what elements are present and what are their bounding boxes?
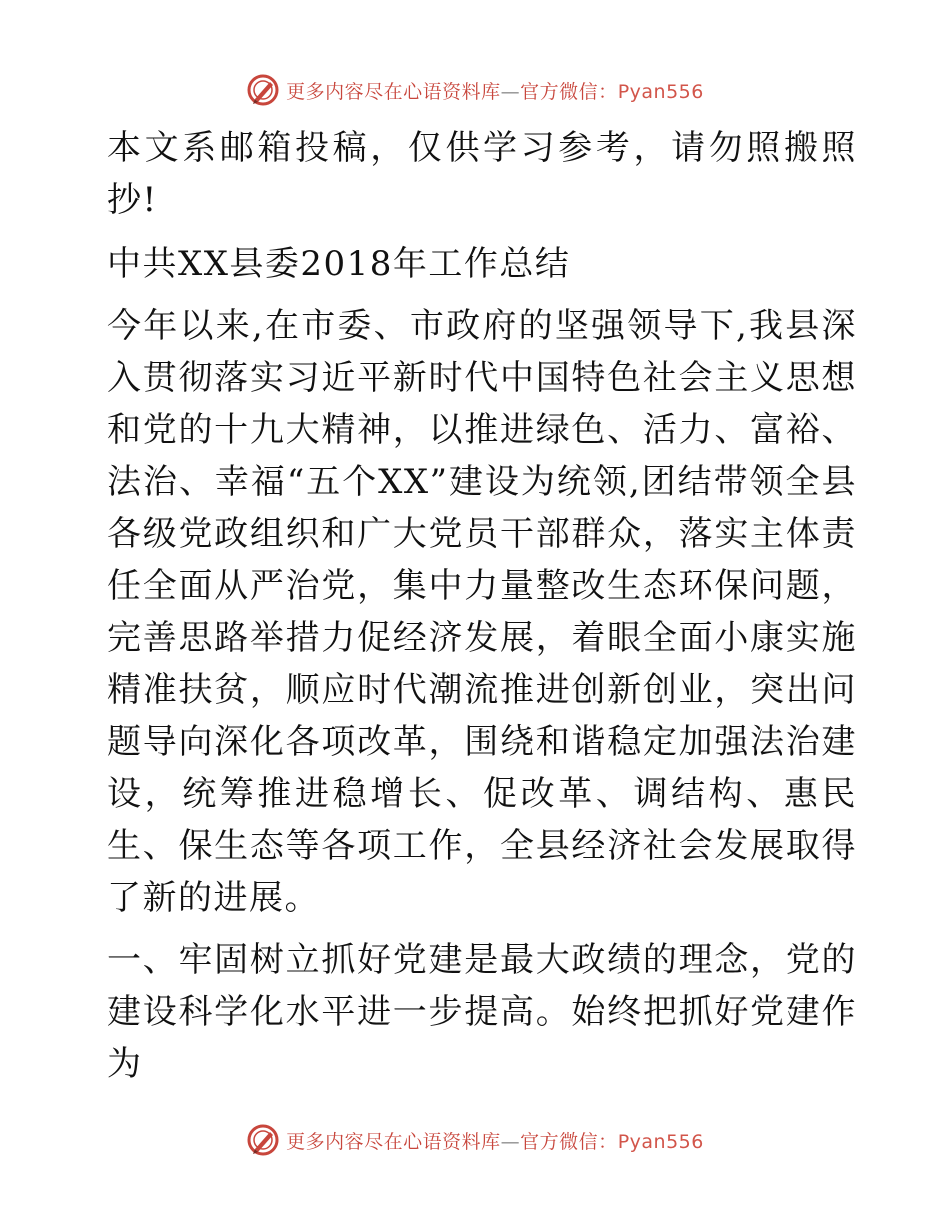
document-body [97,122,857,1090]
watermark-brand: 更多内容尽在心语资料库 [286,80,501,103]
watermark-header [0,70,950,110]
paragraph-intro: 今年以来,在市委、市政府的坚强领导下,我县深入贯彻落实习近平新时代中国特色社会主义思想和党的十九大精神，以推进绿色、活力、富裕、法治、幸福“五个XX”建设为统领,团结带领全县各级党政组织和广大党员干部群众，落实主体责任全面从严治党，集中力量整改生态环保问题，完善思路举措力促经济发展，着眼全面小康实施精准扶贫，顺应时代潮流推进创新创业，突出问题导向深化各项改革，围绕和谐稳定加强法治建设，统筹推进稳增长、促改革、调结构、惠民生、保生态等各项工作，全县经济社会发展取得了新的进展。 [107,306,857,918]
paragraph-section-one: 一、牢固树立抓好党建是最大政绩的理念，党的建设科学化水平进一步提高。始终把抓好党建作为 [107,940,857,1084]
watermark-suffix: 官方微信： [520,1130,618,1153]
pen-seal-icon [246,73,280,107]
watermark-wechat-id: Pyan556 [617,1130,704,1153]
watermark-text [286,1127,704,1154]
watermark-text [286,77,704,104]
pen-seal-icon [246,1123,280,1157]
watermark-separator: — [500,1130,521,1153]
watermark-wechat-id: Pyan556 [617,80,704,103]
watermark-suffix: 官方微信： [520,80,618,103]
watermark-footer [0,1120,950,1160]
document-title: 中共XX县委2018年工作总结 [107,244,571,284]
watermark-separator: — [500,80,521,103]
watermark-brand: 更多内容尽在心语资料库 [286,1130,501,1153]
submission-notice: 本文系邮箱投稿，仅供学习参考，请勿照搬照抄! [107,128,857,220]
